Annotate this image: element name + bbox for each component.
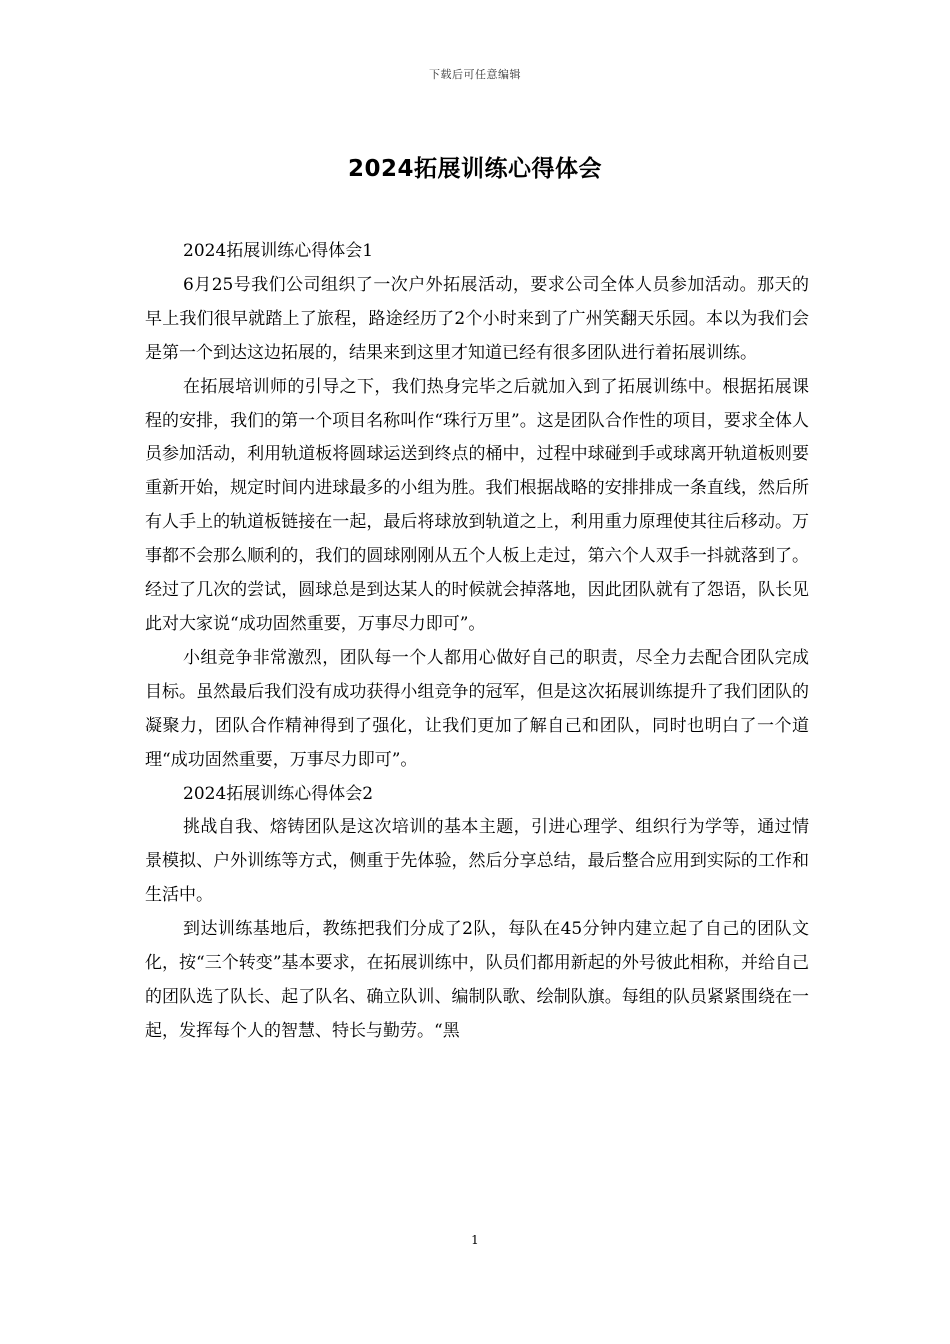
- section-heading-2: 2024拓展训练心得体会2: [183, 783, 374, 804]
- paragraph: 挑战自我、熔铸团队是这次培训的基本主题，引进心理学、组织行为学等，通过情景模拟、户外训练等方式，侧重于先体验，然后分享总结，最后整合应用到实际的工作和生活中。: [145, 817, 809, 906]
- document-body: [145, 235, 809, 1049]
- header-note: 下载后可任意编辑: [429, 68, 521, 81]
- paragraph: 到达训练基地后，教练把我们分成了2队，每队在45分钟内建立起了自己的团队文化，按“三个转变”基本要求，在拓展训练中，队员们都用新起的外号彼此相称，并给自己的团队选了队长、起了队名、确立队训、编制队歌、绘制队旗。每组的队员紧紧围绕在一起，发挥每个人的智慧、特长与勤劳。“黑: [145, 919, 809, 1041]
- document-title: 2024拓展训练心得体会: [347, 156, 602, 182]
- paragraph: 小组竞争非常激烈，团队每一个人都用心做好自己的职责，尽全力去配合团队完成目标。虽然最后我们没有成功获得小组竞争的冠军，但是这次拓展训练提升了我们团队的凝聚力，团队合作精神得到了强化，让我们更加了解自己和团队，同时也明白了一个道理“成功固然重要，万事尽力即可”。: [145, 647, 809, 770]
- paragraph: 在拓展培训师的引导之下，我们热身完毕之后就加入到了拓展训练中。根据拓展课程的安排，我们的第一个项目名称叫作“珠行万里”。这是团队合作性的项目，要求全体人员参加活动，利用轨道板将圆球运送到终点的桶中，过程中球碰到手或球离开轨道板则要重新开始，规定时间内进球最多的小组为胜。我们根据战略的安排排成一条直线，然后所有人手上的轨道板链接在一起，最后将球放到轨道之上，利用重力原理使其往后移动。万事都不会那么顺利的，我们的圆球刚刚从五个人板上走过，第六个人双手一抖就落到了。经过了几次的尝试，圆球总是到达某人的时候就会掉落地，因此团队就有了怨语，队长见此对大家说“成功固然重要，万事尽力即可”。: [145, 376, 809, 634]
- page-number: 1: [471, 1233, 479, 1247]
- section-heading-1: 2024拓展训练心得体会1: [183, 241, 374, 261]
- paragraph: 6月25号我们公司组织了一次户外拓展活动，要求公司全体人员参加活动。那天的早上我们很早就踏上了旅程，路途经历了2个小时来到了广州笑翻天乐园。本以为我们会是第一个到达这边拓展的，结果来到这里才知道已经有很多团队进行着拓展训练。: [145, 274, 809, 363]
